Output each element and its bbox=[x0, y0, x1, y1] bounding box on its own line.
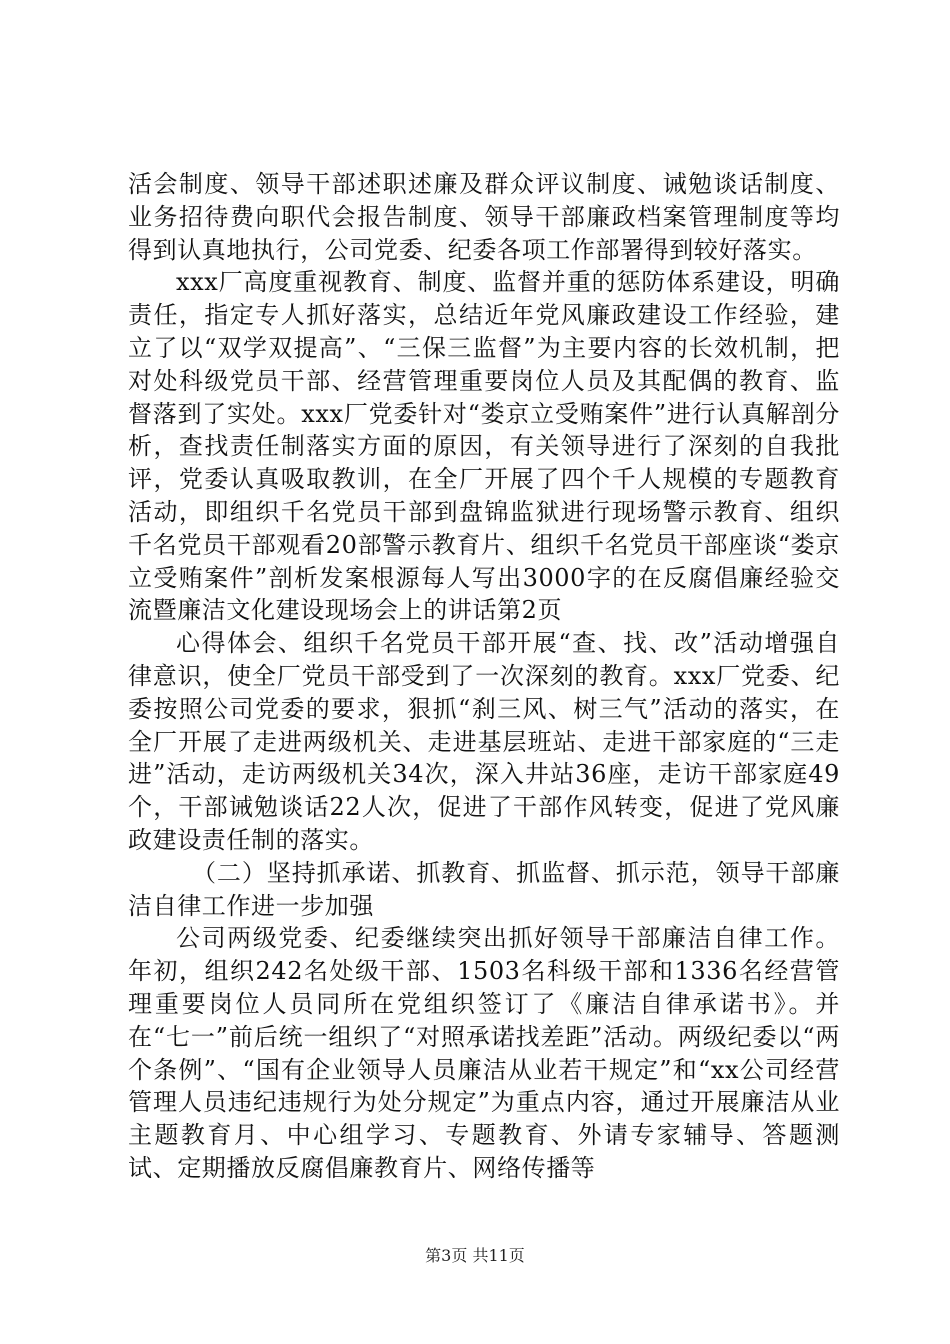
paragraph-experience: 心得体会、组织千名党员干部开展“查、找、改”活动增强自律意识，使全厂党员干部受到了一次深刻的教育。xxx厂党委、纪委按照公司党委的要求，狠抓“刹三风、树三气”活动的落实，在全厂开展了走进两级机关、走进基层班站、走进干部家庭的“三走进”活动，走访两级机关34次，深入井站36座，走访干部家庭49个，干部诫勉谈话22人次，促进了干部作风转变，促进了党风廉政建设责任制的落实。 bbox=[128, 629, 840, 854]
page-footer: 第3页 共11页 bbox=[425, 1246, 525, 1265]
section-heading: （二）坚持抓承诺、抓教育、抓监督、抓示范，领导干部廉洁自律工作进一步加强 bbox=[128, 858, 840, 920]
paragraph-anti-corruption-system: xxx厂高度重视教育、制度、监督并重的惩防体系建设，明确责任，指定专人抓好落实，总结近年党风廉政建设工作经验，建立了以“双学双提高”、“三保三监督”为主要内容的长效机制，把对处科级党员干部、经营管理重要岗位人员及其配偶的教育、监督落到了实处。xxx厂党委针对“娄京立受贿案件”进行认真解剖分析，查找责任制落实方面的原因，有关领导进行了深刻的自我批评，党委认真吸取教训，在全厂开展了四个千人规模的专题教育活动，即组织千名党员干部到盘锦监狱进行现场警示教育、组织千名党员干部观看20部警示教育片、组织千名党员干部座谈“娄京立受贿案件”剖析发案根源每人写出3000字的在反腐倡廉经验交流暨廉洁文化建设现场会上的讲话第2页 bbox=[128, 268, 840, 625]
document-body bbox=[128, 168, 840, 1185]
paragraph-self-discipline: 公司两级党委、纪委继续突出抓好领导干部廉洁自律工作。年初，组织242名处级干部、1503名科级干部和1336名经营管理重要岗位人员同所在党组织签订了《廉洁自律承诺书》。并在“七一”前后统一组织了“对照承诺找差距”活动。两级纪委以“两个条例”、“国有企业领导人员廉洁从业若干规定”和“xx公司经营管理人员违纪违规行为处分规定”为重点内容，通过开展廉洁从业主题教育月、中心组学习、专题教育、外请专家辅导、答题测试、定期播放反腐倡廉教育片、网络传播等 bbox=[128, 924, 840, 1182]
paragraph-continued: 活会制度、领导干部述职述廉及群众评议制度、诫勉谈话制度、业务招待费向职代会报告制度、领导干部廉政档案管理制度等均得到认真地执行，公司党委、纪委各项工作部署得到较好落实。 bbox=[128, 170, 840, 264]
